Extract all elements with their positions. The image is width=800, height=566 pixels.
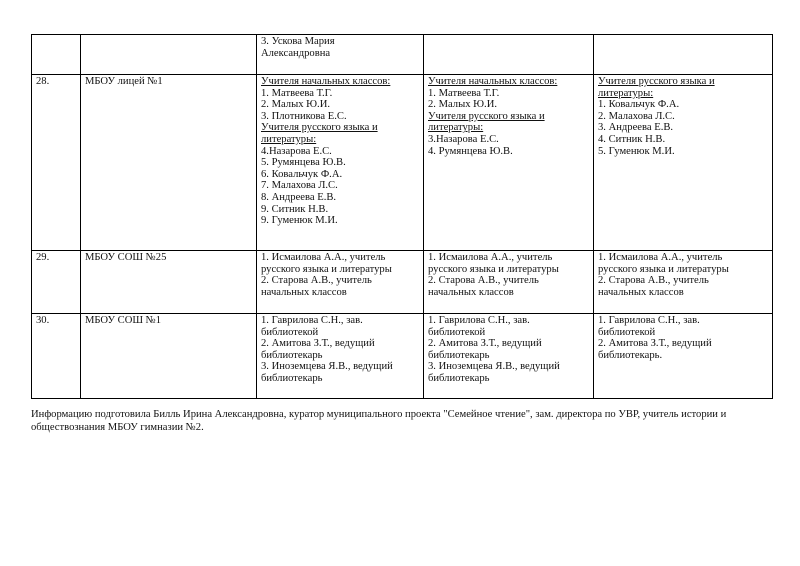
- footnote-text: Информацию подготовила Билль Ирина Александровна, куратор муниципального проекта "Семейное чтение", зам. директора по УВР, учитель истории и обществознания МБОУ гимназии №2.: [31, 409, 727, 433]
- cell-participants-col3: [257, 75, 424, 251]
- cell-text-line: начальных классов: [261, 286, 347, 298]
- cell-participants-col4: [424, 75, 594, 251]
- cell-school: МБОУ СОШ №1: [81, 314, 257, 399]
- cell-text-line: 1. Исмаилова А.А., учитель: [428, 252, 553, 263]
- cell-participants-col5: [594, 35, 773, 75]
- cell-participants-col3: [257, 35, 424, 75]
- cell-text-line: 2. Старова А.В., учитель: [261, 275, 372, 287]
- cell-text-line: начальных классов: [428, 286, 514, 298]
- cell-text-line: библиотекарь: [261, 349, 323, 361]
- cell-number: [32, 35, 81, 75]
- cell-text-line: библиотекой: [598, 326, 656, 338]
- cell-text-line: 1. Гаврилова С.Н., зав.: [261, 315, 363, 326]
- cell-text-line: 1. Ковальчук Ф.А.: [598, 99, 680, 111]
- cell-text-line: Александровна: [261, 47, 331, 59]
- cell-heading-line: Учителя русского языка и: [261, 122, 378, 134]
- cell-text-line: русского языка и литературы: [428, 263, 559, 275]
- cell-school: [81, 35, 257, 75]
- cell-text-line: начальных классов: [598, 286, 684, 298]
- cell-number: 30.: [32, 314, 81, 399]
- cell-text-line: 1. Исмаилова А.А., учитель: [598, 252, 723, 263]
- cell-text-line: библиотекарь.: [598, 349, 663, 361]
- cell-text-line: 1. Матвеева Т.Г.: [261, 87, 333, 99]
- cell-participants-col4: [424, 251, 594, 314]
- cell-text-line: 2. Старова А.В., учитель: [598, 275, 709, 287]
- cell-text-line: 3. Иноземцева Я.В., ведущий: [261, 361, 393, 373]
- cell-participants-col4: [424, 35, 594, 75]
- cell-text-line: 6. Ковальчук Ф.А.: [261, 168, 343, 180]
- cell-text-line: 4.Назарова Е.С.: [261, 145, 332, 157]
- cell-text-line: библиотекой: [428, 326, 486, 338]
- cell-number: 29.: [32, 251, 81, 314]
- cell-text-line: русского языка и литературы: [598, 263, 729, 275]
- cell-text-line: русского языка и литературы: [261, 263, 392, 275]
- table-row-30: [32, 314, 773, 399]
- cell-text-line: 3. Андреева Е.В.: [598, 122, 674, 134]
- cell-heading-line: Учителя начальных классов:: [261, 76, 391, 87]
- cell-text-line: библиотекарь: [261, 372, 323, 384]
- cell-text-line: 5. Румянцева Ю.В.: [261, 157, 346, 169]
- cell-text-line: 3. Иноземцева Я.В., ведущий: [428, 361, 560, 373]
- cell-text-line: 7. Малахова Л.С.: [261, 180, 338, 192]
- cell-text-line: 1. Матвеева Т.Г.: [428, 87, 500, 99]
- cell-participants-col4: [424, 314, 594, 399]
- cell-text-line: 9. Гуменюк М.И.: [261, 215, 338, 227]
- cell-text-line: 3. Плотникова Е.С.: [261, 110, 347, 122]
- cell-text-line: 5. Гуменюк М.И.: [598, 145, 675, 157]
- cell-school: МБОУ СОШ №25: [81, 251, 257, 314]
- cell-number: 28.: [32, 75, 81, 251]
- cell-text-line: 1. Гаврилова С.Н., зав.: [428, 315, 530, 326]
- cell-text-line: библиотекой: [261, 326, 319, 338]
- cell-text-line: 2. Малых Ю.И.: [428, 99, 497, 111]
- cell-text-line: 9. Ситник Н.В.: [261, 203, 329, 215]
- cell-heading-line: Учителя русского языка и: [428, 110, 545, 122]
- table-row-29: [32, 251, 773, 314]
- cell-text-line: 2. Амитова З.Т., ведущий: [598, 338, 712, 350]
- cell-heading-line: литературы:: [598, 87, 654, 99]
- cell-heading-line: литературы:: [428, 122, 484, 134]
- cell-text-line: 2. Малых Ю.И.: [261, 99, 330, 111]
- cell-participants-col5: [594, 75, 773, 251]
- cell-text-line: 3.Назарова Е.С.: [428, 133, 499, 145]
- schools-table-body: [32, 35, 773, 399]
- table-row-28: [32, 75, 773, 251]
- cell-text-line: 2. Старова А.В., учитель: [428, 275, 539, 287]
- table-row-continuation: [32, 35, 773, 75]
- cell-heading-line: Учителя русского языка и: [598, 76, 715, 87]
- cell-text-line: 2. Амитова З.Т., ведущий: [428, 338, 542, 350]
- cell-heading-line: литературы:: [261, 133, 317, 145]
- schools-table: [31, 34, 773, 399]
- cell-school: МБОУ лицей №1: [81, 75, 257, 251]
- cell-heading-line: Учителя начальных классов:: [428, 76, 558, 87]
- cell-text-line: 4. Румянцева Ю.В.: [428, 145, 513, 157]
- cell-participants-col5: [594, 314, 773, 399]
- cell-text-line: 2. Амитова З.Т., ведущий: [261, 338, 375, 350]
- cell-text-line: 8. Андреева Е.В.: [261, 191, 337, 203]
- cell-text-line: 2. Малахова Л.С.: [598, 110, 675, 122]
- cell-text-line: 1. Гаврилова С.Н., зав.: [598, 315, 700, 326]
- cell-text-line: 3. Ускова Мария: [261, 36, 335, 47]
- cell-text-line: 1. Исмаилова А.А., учитель: [261, 252, 386, 263]
- cell-participants-col3: [257, 251, 424, 314]
- cell-text-line: 4. Ситник Н.В.: [598, 133, 666, 145]
- cell-participants-col3: [257, 314, 424, 399]
- cell-text-line: библиотекарь: [428, 372, 490, 384]
- cell-participants-col5: [594, 251, 773, 314]
- cell-text-line: библиотекарь: [428, 349, 490, 361]
